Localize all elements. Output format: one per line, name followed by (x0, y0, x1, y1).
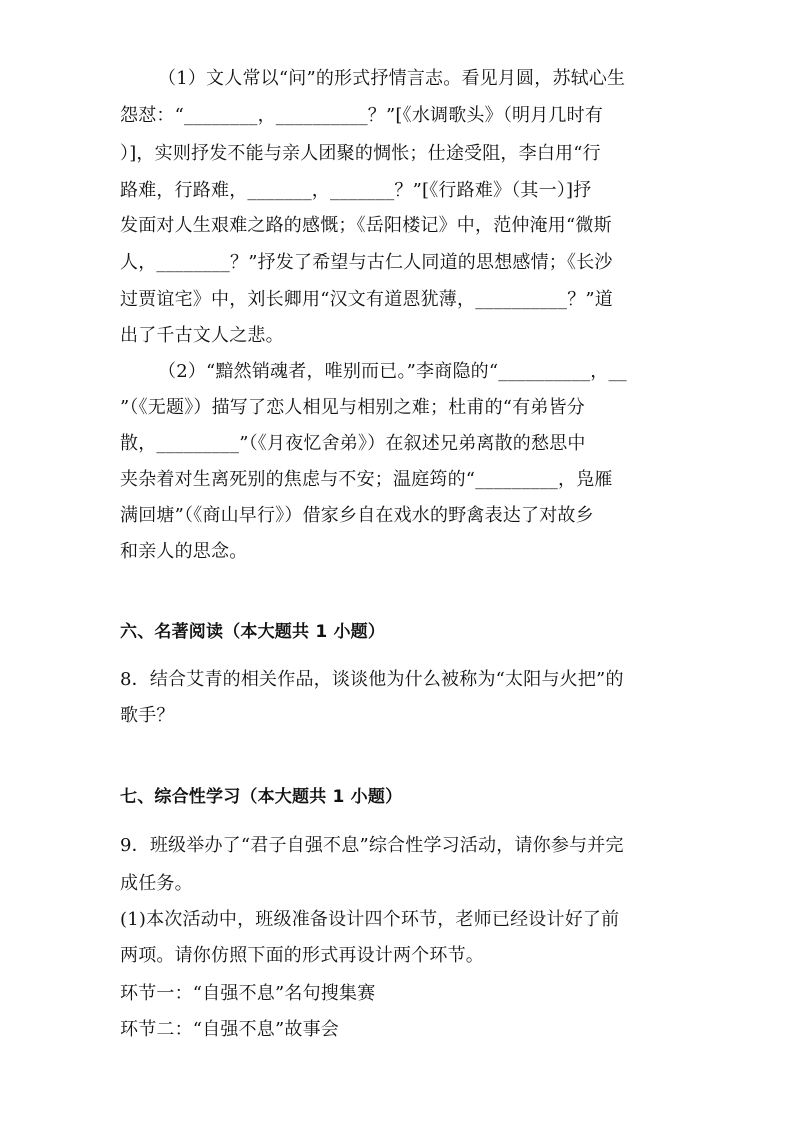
q7-part1-line: ）]，实则抒发不能与亲人团聚的惆怅；仕途受阻，李白用“行 (120, 143, 601, 164)
question-8-line: 8．结合艾青的相关作品，谈谈他为什么被称为“太阳与火把”的 (120, 669, 624, 690)
section-6-heading: 六、名著阅读（本大题共 1 小题） (120, 622, 386, 642)
q7-part1-line: 人，________？”抒发了希望与古仁人同道的思想感情；《长沙 (120, 252, 613, 273)
q7-part2-line: 散，_________”（《月夜忆舍弟》）在叙述兄弟离散的愁思中 (120, 433, 586, 454)
q7-part1-line: 发面对人生艰难之路的感慨；《岳阳楼记》中，范仲淹用“微斯 (120, 215, 612, 236)
q7-part1-line: 过贾谊宅》中，刘长卿用“汉文有道恩犹薄，__________？”道 (120, 289, 614, 310)
q7-part2-line: （2）“黯然销魂者，唯别而已。”李商隐的“__________，__ (158, 361, 627, 382)
q7-part1-line: （1）文人常以“问”的形式抒情言志。看见月圆，苏轼心生 (158, 68, 626, 89)
q7-part1-line: 路难，行路难，_______，_______？”[《行路难》（其一）]抒 (120, 180, 592, 201)
section-7-heading: 七、综合性学习（本大题共 1 小题） (120, 787, 403, 807)
q7-part1-line: 怨怼：“________，__________？”[《水调歌头》（明月几时有 (120, 105, 604, 126)
question-9-line: 9．班级举办了“君子自强不息”综合性学习活动，请你参与并完 (120, 835, 624, 856)
q7-part2-line: ”（《无题》）描写了恋人相见与相别之难；杜甫的“有弟皆分 (120, 397, 586, 418)
question-9-line: 成任务。 (120, 873, 193, 894)
question-9-subpart-line: 两项。请你仿照下面的形式再设计两个环节。 (120, 945, 484, 966)
q7-part2-line: 满回塘”（《商山早行》）借家乡自在戏水的野禽表达了对故乡 (120, 505, 594, 526)
q7-part1-line: 出了千古文人之悲。 (120, 325, 284, 346)
activity-step-1: 环节一：“自强不息”名句搜集赛 (120, 983, 376, 1004)
activity-step-2: 环节二：“自强不息”故事会 (120, 1019, 340, 1040)
q7-part2-line: 和亲人的思念。 (120, 541, 248, 562)
q7-part2-line: 夹杂着对生离死别的焦虑与不安；温庭筠的“_________，凫雁 (120, 469, 613, 490)
question-8-line: 歌手？ (120, 705, 175, 726)
question-9-subpart-line: (1)本次活动中，班级准备设计四个环节，老师已经设计好了前 (120, 909, 620, 930)
